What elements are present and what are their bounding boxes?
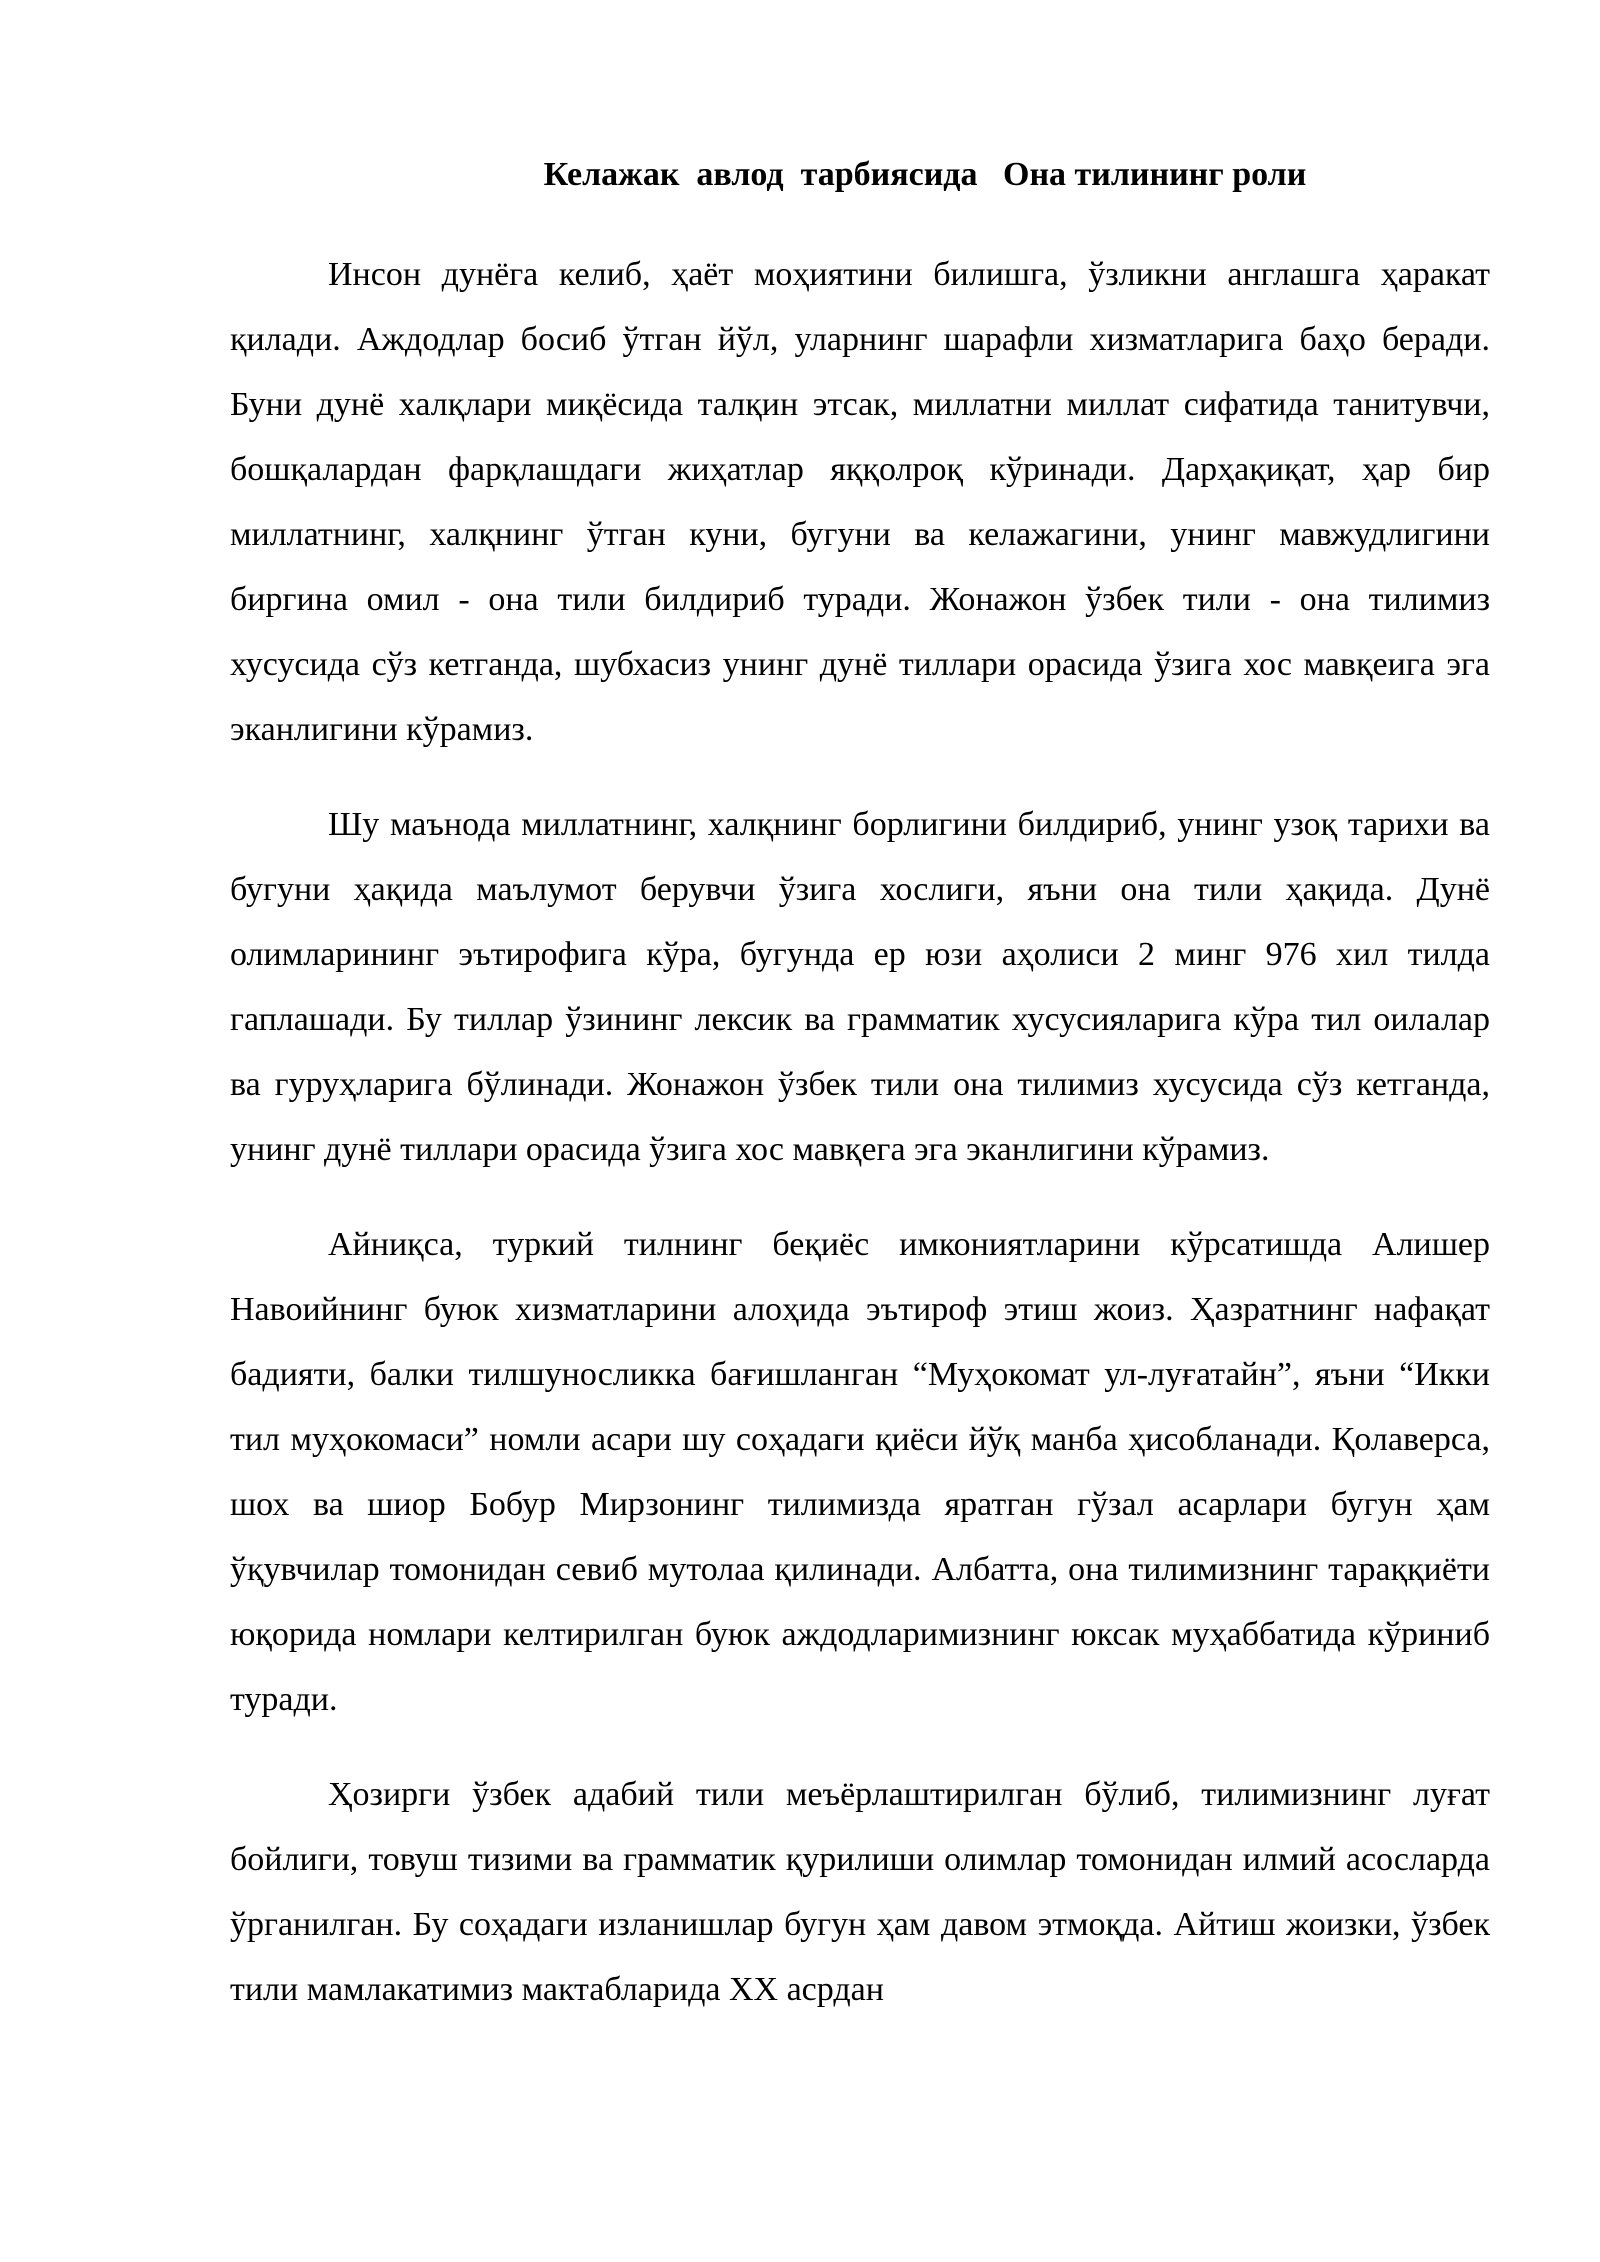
paragraph-2: Шу маънода миллатнинг, халқнинг борлигини билдириб, унинг узоқ тарихи ва бугуни ҳақида маълумот берувчи ўзига хослиги, яъни она тили ҳақида. Дунё олимларининг эътирофига кўра, бугунда ер юзи аҳолиси 2 минг 976 хил тилда гаплашади. Бу тиллар ўзининг лексик ва грамматик хусусияларига кўра тил оилалар ва гуруҳларига бўлинади. Жонажон ўзбек тили она тилимиз хусусида сўз кетганда, унинг дунё тиллари орасида ўзига хос мавқега эга эканлигини кўрамиз. bbox=[230, 806, 1490, 1168]
paragraph-3: Айниқса, туркий тилнинг беқиёс имкониятларини кўрсатишда Алишер Навоийнинг буюк хизматларини алоҳида эътироф этиш жоиз. Ҳазратнинг нафақат бадияти, балки тилшуносликка бағишланган “Муҳокомат ул-луғатайн”, яъни “Икки тил муҳокомаси” номли асари шу соҳадаги қиёси йўқ манба ҳисобланади. Қолаверса, шох ва шиор Бобур Мирзонинг тилимизда яратган гўзал асарлари бугун ҳам ўқувчилар томонидан севиб мутолаа қилинади. Албатта, она тилимизнинг тараққиёти юқорида номлари келтирилган буюк аждодларимизнинг юксак муҳаббатида кўриниб туради. bbox=[230, 1226, 1490, 1718]
paragraph-4: Ҳозирги ўзбек адабий тили меъёрлаштирилган бўлиб, тилимизнинг луғат бойлиги, товуш тизими ва грамматик қурилиши олимлар томонидан илмий асосларда ўрганилган. Бу соҳадаги изланишлар бугун ҳам давом этмоқда. Айтиш жоизки, ўзбек тили мамлакатимиз мактабларида XX асрдан bbox=[230, 1776, 1490, 2008]
paragraph-1: Инсон дунёга келиб, ҳаёт моҳиятини билишга, ўзликни англашга ҳаракат қилади. Аждодлар босиб ўтган йўл, уларнинг шарафли хизматларига баҳо беради. Буни дунё халқлари миқёсида талқин этсак, миллатни миллат сифатида танитувчи, бошқалардан фарқлашдаги жиҳатлар яққолроқ кўринади. Дарҳақиқат, ҳар бир миллатнинг, халқнинг ўтган куни, бугуни ва келажагини, унинг мавжудлигини биргина омил - она тили билдириб туради. Жонажон ўзбек тили - она тилимиз хусусида сўз кетганда, шубхасиз унинг дунё тиллари орасида ўзига хос мавқеига эга эканлигини кўрамиз. bbox=[230, 256, 1490, 748]
document-title: Келажак авлод тарбиясида Она тилининг роли bbox=[543, 156, 1307, 193]
document-body bbox=[230, 242, 1490, 2052]
